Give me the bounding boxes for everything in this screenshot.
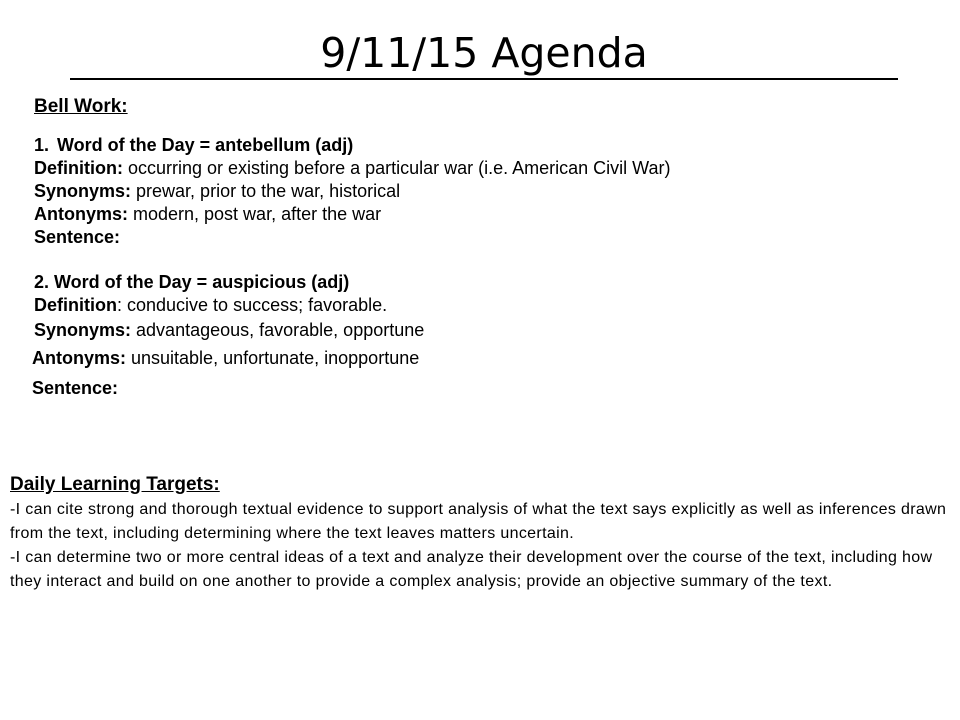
word2-antonyms [32,343,934,373]
word2-antonyms-text: unsuitable, unfortunate, inopportune [126,348,420,368]
bell-work-section [34,94,934,403]
daily-learning-targets-section [10,472,950,594]
word2-synonyms-text: advantageous, favorable, opportune [131,320,425,340]
word1-antonyms [34,203,934,226]
word1-antonyms-text: modern, post war, after the war [128,204,382,224]
word1-definition-label: Definition: [34,158,123,178]
title-underline [70,78,898,80]
word1-definition-text: occurring or existing before a particular war (i.e. American Civil War) [122,158,671,178]
word2-definition [34,294,934,317]
word1-sentence [34,226,934,249]
word1-definition [34,157,934,180]
word2-heading: 2. Word of the Day = auspicious (adj) [34,272,350,292]
word1-antonyms-label: Antonyms: [34,204,128,224]
word1-sentence-label: Sentence: [34,227,121,247]
daily-learning-targets-heading: Daily Learning Targets: [10,474,220,495]
word1-synonyms [34,180,934,203]
word2-sentence [32,373,934,403]
word2-sentence-label: Sentence: [32,378,119,398]
word1-title: Word of the Day = antebellum (adj) [57,135,354,155]
word1-heading [34,134,934,157]
spacer [34,249,934,271]
page-title: 9/11/15 Agenda [320,29,648,77]
learning-target: -I can cite strong and thorough textual evidence to support analysis of what the text says explicitly as well as inferences drawn from the text, including determining where the text leaves matters uncertain. [10,501,947,542]
bell-work-heading: Bell Work: [34,96,128,117]
word2-antonyms-label: Antonyms: [32,348,126,368]
word2-definition-label: Definition [34,295,117,315]
word2-definition-text: : conducive to success; favorable. [117,295,388,315]
word1-number: 1. [34,135,50,155]
learning-target: -I can determine two or more central ideas of a text and analyze their development over the course of the text, including how they interact and build on one another to provide a complex analysis; provide an objective summary of the text. [10,549,933,590]
word1-synonyms-text: prewar, prior to the war, historical [131,181,401,201]
word2-synonyms [34,317,934,343]
word2-synonyms-label: Synonyms: [34,320,132,340]
word1-synonyms-label: Synonyms: [34,181,132,201]
